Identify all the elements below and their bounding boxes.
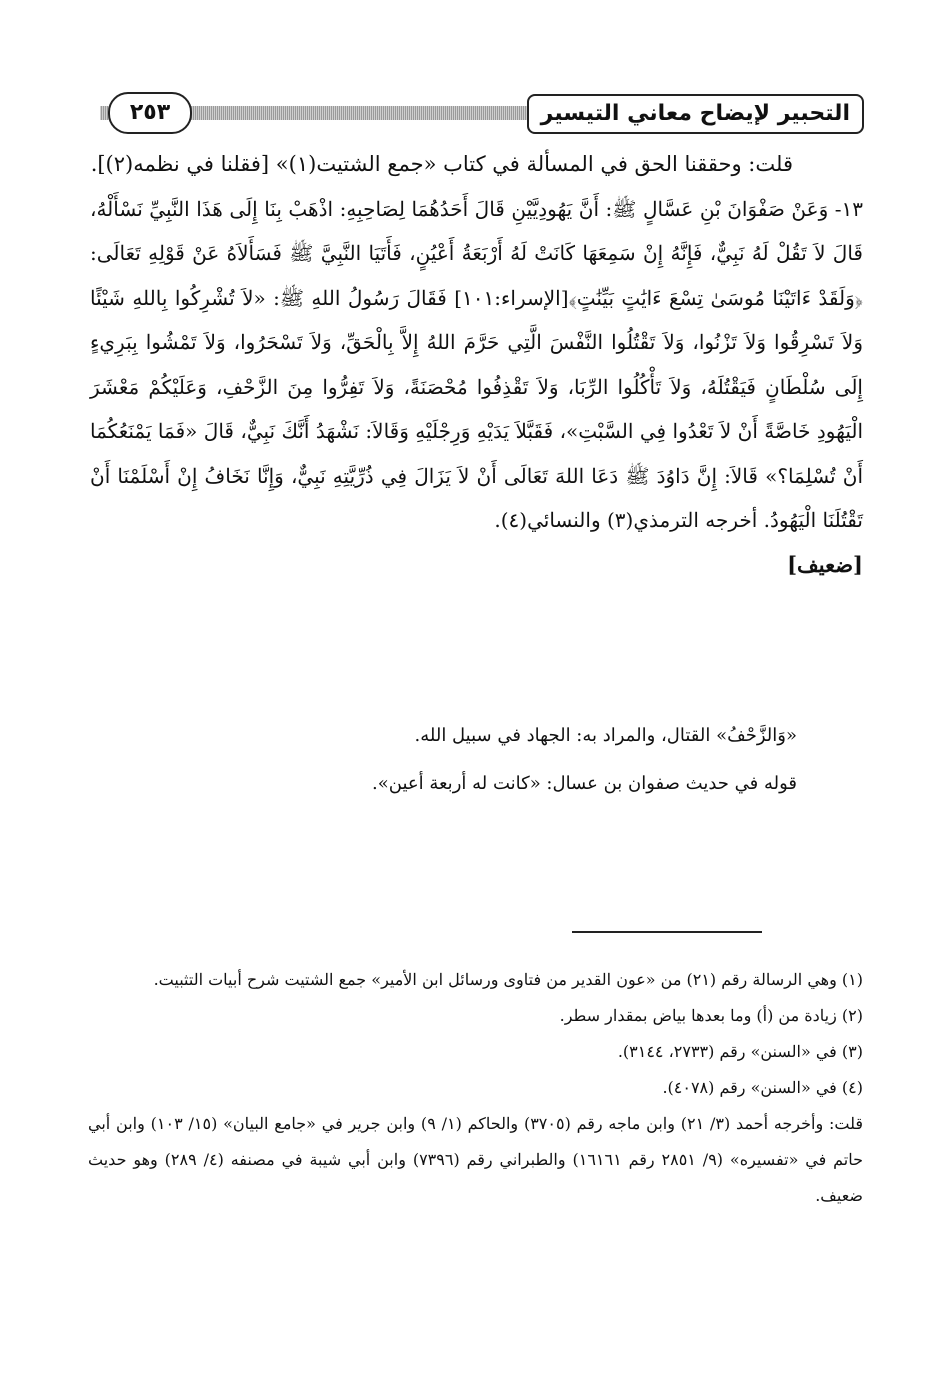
footnote: (٣) في «السنن» رقم (٢٧٣٣، ٣١٤٤). (617, 1042, 863, 1061)
footnote: (٢) زيادة من (أ) وما بعدها بياض بمقدار سطر. (559, 1006, 863, 1025)
page-number: ٢٥٣ (108, 92, 192, 134)
footnote: قلت: وأخرجه أحمد (٣/ ٢١) وابن ماجه رقم (٣٧٠٥) والحاكم (١/ ٩) وابن جرير في «جامع البيان» (١٥/ ١٠٣) وابن أبي حاتم في «تفسيره» (٩/ ٢٨٥١ رقم ١٦١٦١) والطبراني رقم (٧٣٩٦) وابن أبي شيبة في مصنفه (٤/ ٢٨٩) وهو حديث ضعيف. (88, 1114, 864, 1205)
book-title: التحبير لإيضاح معاني التيسير (527, 94, 864, 134)
footnote: (١) وهي الرسالة رقم (٢١) من «عون القدير من فتاوى ورسائل ابن الأمير» جمع الشتيت شرح أبيات التثبيت. (153, 970, 863, 989)
main-text (90, 142, 863, 587)
explanations (90, 712, 863, 808)
explanation-line: قوله في حديث صفوان بن عسال: «كانت له أربعة أعين». (372, 773, 797, 794)
page-header (100, 92, 864, 134)
footnote: (٤) في «السنن» رقم (٤٠٧٨). (662, 1078, 863, 1097)
footnote-separator (572, 931, 762, 933)
hadith-grade: [ضعيف] (787, 551, 863, 577)
hadith-paragraph: ١٣- وَعَنْ صَفْوَانَ بْنِ عَسَّالٍ ﷺ: أَنَّ يَهُودِيَّيْنِ قَالَ أَحَدُهُمَا لِصَاحِبِهِ: اذْهَبْ بِنَا إِلَى هَذَا النَّبِيِّ نَسْأَلْهُ، قَالَ لاَ تَقُلْ لَهُ نَبِيٌّ، فَإِنَّهُ إِنْ سَمِعَهَا كَانَتْ لَهُ أَرْبَعَةُ أَعْيُنٍ، فَأَتَيَا النَّبِيَّ ﷺ فَسَأَلاَهُ عَنْ قَوْلِهِ تَعَالَى: ﴿وَلَقَدْ ءَاتَيْنَا مُوسَىٰ تِسْعَ ءَايَٰتٍ بَيِّنَٰتٍ﴾[الإسراء:١٠١] فَقَالَ رَسُولُ اللهِ ﷺ: «لاَ تُشْرِكُوا بِاللهِ شَيْئًا وَلاَ تَسْرِقُوا وَلاَ تَزْنُوا، وَلاَ تَقْتُلُوا النَّفْسَ الَّتِي حَرَّمَ اللهُ إِلاَّ بِالْحَقِّ، وَلاَ تَسْحَرُوا، وَلاَ تَمْشُوا بِبَرِيءٍ إِلَى سُلْطَانٍ فَيَقْتُلَهُ، وَلاَ تَأْكُلُوا الرِّبَا، وَلاَ تَقْذِفُوا مُحْصَنَةً، وَلاَ تَفِرُّوا مِنَ الزَّحْفِ، وَعَلَيْكُمْ مَعْشَرَ الْيَهُودِ خَاصَّةً أَنْ لاَ تَعْدُوا فِي السَّبْتِ»، فَقَبَّلاَ يَدَيْهِ وَرِجْلَيْهِ وَقَالاَ: نَشْهَدُ أَنَّكَ نَبِيٌّ، قَالَ «فَمَا يَمْنَعُكُمَا أَنْ تُسْلِمَا؟» قَالاَ: إِنَّ دَاوُدَ ﷺ دَعَا اللهَ تَعَالَى أَنْ لاَ يَزَالَ فِي ذُرِّيَّتِهِ نَبِيٌّ، وَإِنَّا نَخَافُ إِنْ أَسْلَمْنَا أَنْ تَقْتُلَنَا الْيَهُودُ. أخرجه الترمذي(٣) والنسائي(٤). (90, 196, 864, 532)
footnotes (88, 962, 863, 1214)
intro-paragraph: قلت: وحققنا الحق في المسألة في كتاب «جمع الشتيت(١)» [فقلنا في نظمه(٢)]. (90, 152, 793, 176)
explanation-line: «وَالزَّحْفُ» القتال، والمراد به: الجهاد في سبيل الله. (414, 725, 797, 746)
